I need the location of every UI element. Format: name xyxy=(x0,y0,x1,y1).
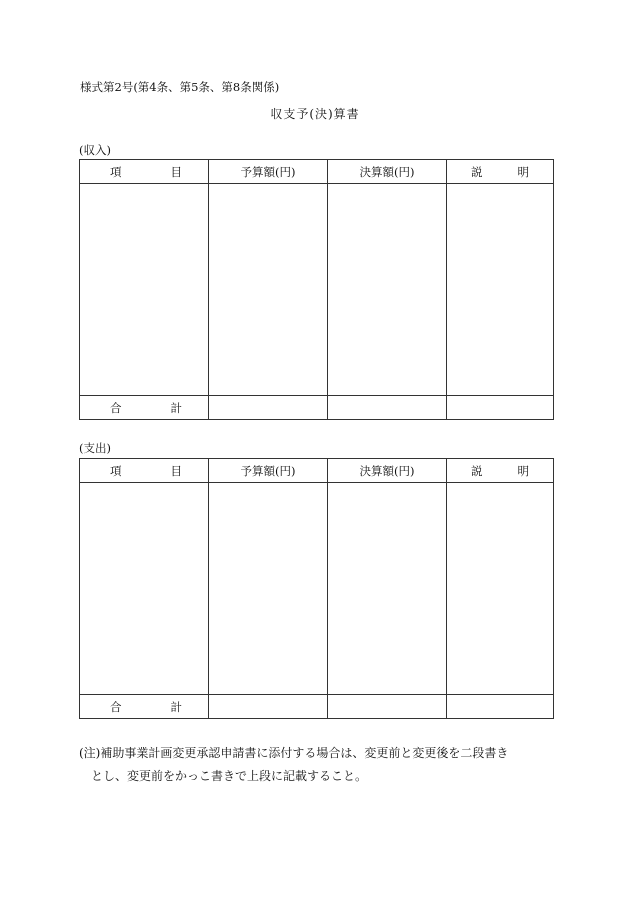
document-title: 収支予(決)算書 xyxy=(270,107,360,121)
description-column-header: 説 明 xyxy=(447,459,554,483)
total-label: 合 計 xyxy=(80,396,209,420)
income-settlement-cell[interactable] xyxy=(328,184,447,396)
expense-section-label: (支出) xyxy=(79,441,111,455)
income-table xyxy=(79,159,554,420)
income-total-description-cell[interactable] xyxy=(447,396,554,420)
expense-settlement-cell[interactable] xyxy=(328,483,447,695)
income-total-row xyxy=(80,396,554,420)
income-total-budget-cell[interactable] xyxy=(209,396,328,420)
expense-total-budget-cell[interactable] xyxy=(209,695,328,719)
expense-total-settlement-cell[interactable] xyxy=(328,695,447,719)
budget-column-header: 予算額(円) xyxy=(209,459,328,483)
income-budget-cell[interactable] xyxy=(209,184,328,396)
budget-column-header: 予算額(円) xyxy=(209,160,328,184)
footnote-line-2: とし、変更前をかっこ書きで上段に記載すること。 xyxy=(91,769,368,783)
total-label: 合 計 xyxy=(80,695,209,719)
income-total-settlement-cell[interactable] xyxy=(328,396,447,420)
income-entry-area xyxy=(80,184,554,396)
item-column-header: 項 目 xyxy=(80,160,209,184)
expense-entry-area xyxy=(80,483,554,695)
expense-budget-cell[interactable] xyxy=(209,483,328,695)
settlement-column-header: 決算額(円) xyxy=(328,459,447,483)
footnote xyxy=(79,742,559,788)
item-column-header: 項 目 xyxy=(80,459,209,483)
expense-total-description-cell[interactable] xyxy=(447,695,554,719)
footnote-line-1: (注)補助事業計画変更承認申請書に添付する場合は、変更前と変更後を二段書き xyxy=(79,746,509,760)
expense-total-row xyxy=(80,695,554,719)
income-description-cell[interactable] xyxy=(447,184,554,396)
form-number-label: 様式第2号(第4条、第5条、第8条関係) xyxy=(80,80,280,94)
income-section-label: (収入) xyxy=(79,143,111,157)
income-header-row xyxy=(80,160,554,184)
expense-table xyxy=(79,458,554,719)
description-column-header: 説 明 xyxy=(447,160,554,184)
income-item-cell[interactable] xyxy=(80,184,209,396)
expense-header-row xyxy=(80,459,554,483)
settlement-column-header: 決算額(円) xyxy=(328,160,447,184)
expense-item-cell[interactable] xyxy=(80,483,209,695)
expense-description-cell[interactable] xyxy=(447,483,554,695)
